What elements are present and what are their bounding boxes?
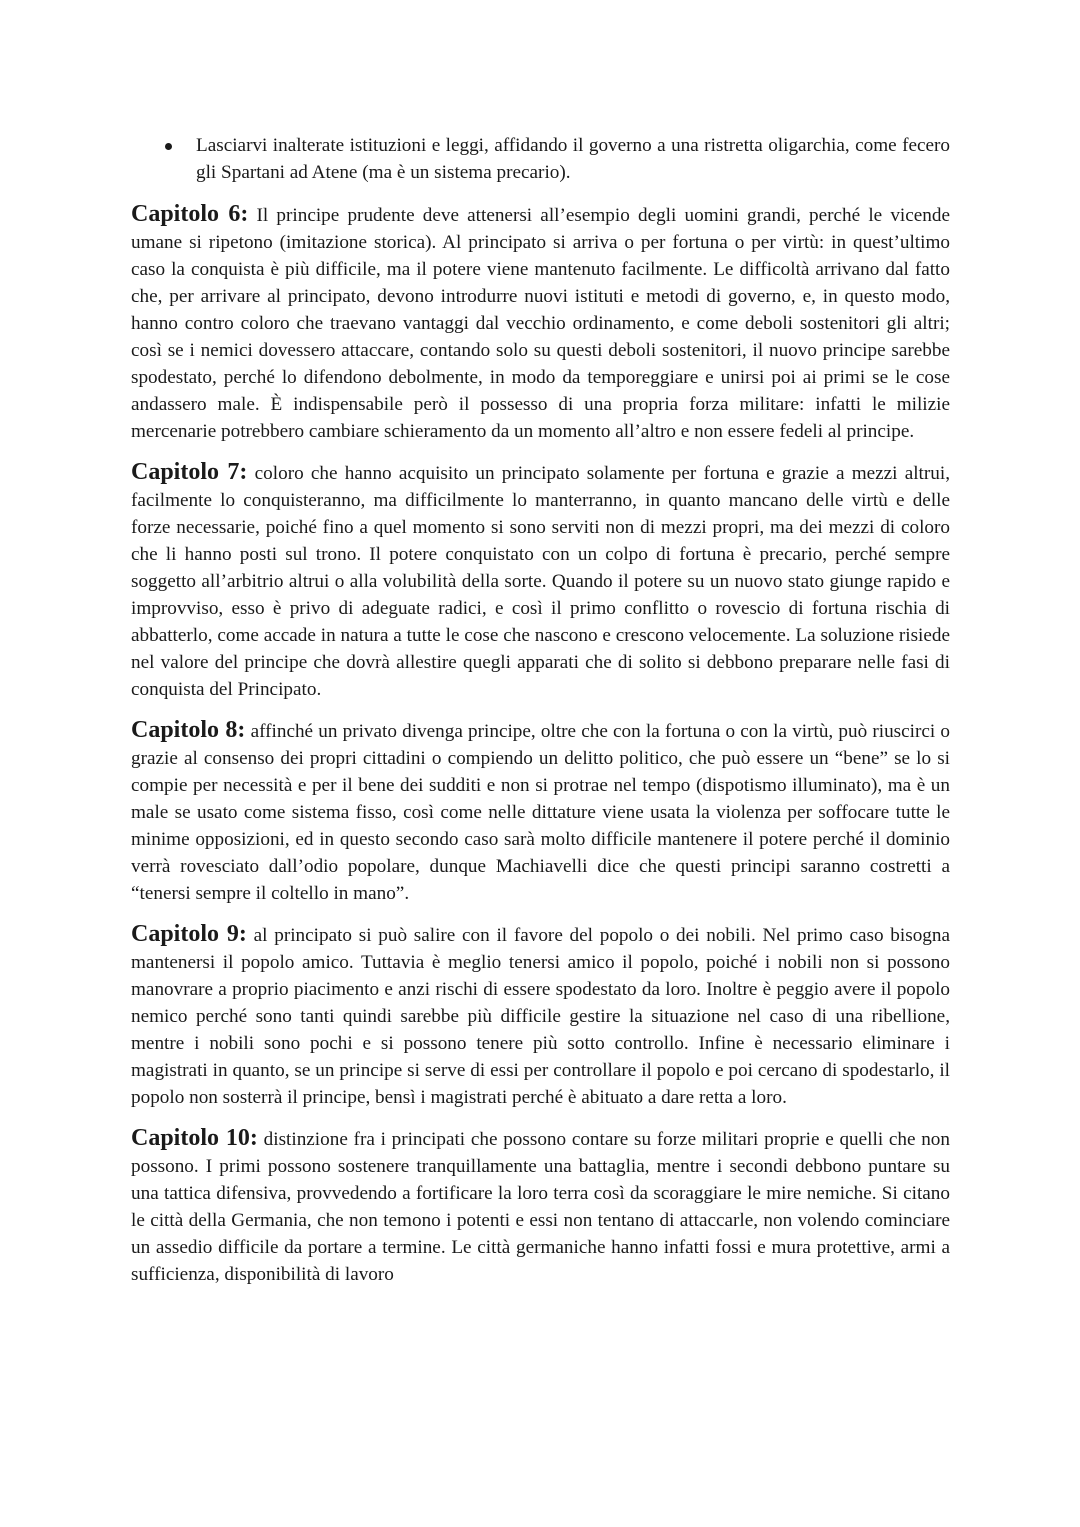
chapter-heading: Capitolo 8: [131,717,246,743]
chapter-7 [131,459,950,703]
chapter-10 [131,1125,950,1288]
chapter-8 [131,717,950,907]
chapter-heading: Capitolo 10: [131,1125,258,1151]
chapter-heading: Capitolo 6: [131,201,249,227]
chapter-text: distinzione fra i principati che possono contare su forze militari proprie e quelli che non possono. I primi possono sostenere tranquillamente una battaglia, mentre i secondi debbono puntare su una tattica difensiva, provvedendo a fortificare la loro terra così da scoraggiare le mire nemiche. Si citano le città della Germania, che non temono i potenti e essi non tentano di attaccarle, non volendo cominciare un assedio difficile da portare a termine. Le città germaniche hanno infatti fossi e mura protettive, armi a sufficienza, disponibilità di lavoro [131,1129,950,1285]
chapter-9 [131,921,950,1111]
chapter-text: affinché un privato divenga principe, oltre che con la fortuna o con la virtù, può riuscirci o grazie al consenso dei propri cittadini o compiendo un delitto politico, che può essere un “bene” se lo si compie per necessità e per il bene dei sudditi e non si protrae nel tempo (dispotismo illuminato), ma è un male se usato come sistema fisso, così come nelle dittature viene usata la violenza per soffocare tutte le minime opposizioni, ed in questo secondo caso sarà molto difficile mantenere il potere perché il dominio verrà rovesciato dall’odio popolare, dunque Machiavelli dice che questi principi saranno costretti a “tenersi sempre il coltello in mano”. [131,721,951,904]
chapter-heading: Capitolo 7: [131,459,248,485]
chapter-text: al principato si può salire con il favore del popolo o dei nobili. Nel primo caso bisogna mantenersi il popolo amico. Tuttavia è meglio tenersi amico il popolo, poiché i nobili non si possono manovrare a proprio piacimento e anzi rischi di essere spodestato da loro. Inoltre è peggio avere il popolo nemico perché sono tanti quindi sarebbe più difficile gestire la situazione nel caso di una ribellione, mentre i nobili sono pochi e si possono tenere più sotto controllo. Infine è necessario eliminare i magistrati in quanto, se un principe si serve di essi per controllare il popolo e poi cercano di spodestarlo, il popolo non sosterrà il principe, bensì i magistrati perché è abituato a dare retta a loro. [131,925,950,1108]
bullet-dot-icon [165,143,172,150]
chapter-text: Il principe prudente deve attenersi all’esempio degli uomini grandi, perché le vicende umane si ripetono (imitazione storica). Al principato si arriva o per fortuna o per virtù: in quest’ultimo caso la conquista è più difficile, ma il potere viene mantenuto facilmente. Le difficoltà arrivano dal fatto che, per arrivare al principato, devono introdurre nuovi istituti e metodi di governo, e, in questo modo, hanno contro coloro che traevano vantaggi dal vecchio ordinamento, e come deboli sostenitori gli altri; così se i nemici dovessero attaccare, contando solo su questi deboli sostenitori, il nuovo principe sarebbe spodestato, perché lo difendono debolmente, in modo da temporeggiare e unirsi poi ai primi se le cose andassero male. È indispensabile però il possesso di una propria forza militare: infatti le milizie mercenarie potrebbero cambiare schieramento da un momento all’altro e non essere fedeli al principe. [131,205,950,442]
chapter-6 [131,201,950,445]
bullet-text: Lasciarvi inalterate istituzioni e leggi, affidando il governo a una ristretta oligarchia, come fecero gli Spartani ad Atene (ma è un sistema precario). [196,135,950,183]
bullet-item [131,132,950,186]
chapter-text: coloro che hanno acquisito un principato solamente per fortuna e grazie a mezzi altrui, facilmente lo conquisteranno, ma difficilmente lo manterranno, in quanto mancano delle virtù e delle forze necessarie, poiché fino a quel momento si sono serviti non di mezzi propri, ma dei mezzi di coloro che li hanno posti sul trono. Il potere conquistato con un colpo di fortuna è precario, perché sempre soggetto all’arbitrio altrui o alla volubilità della sorte. Quando il potere su un nuovo stato giunge rapido e improvviso, esso è privo di adeguate radici, e così il primo conflitto o rovescio di fortuna rischia di abbatterlo, come accade in natura a tutte le cose che nascono e crescono velocemente. La soluzione risiede nel valore del principe che dovrà allestire quegli apparati che di solito si debbono preparare nelle fasi di conquista del Principato. [131,463,951,700]
chapter-heading: Capitolo 9: [131,921,247,947]
